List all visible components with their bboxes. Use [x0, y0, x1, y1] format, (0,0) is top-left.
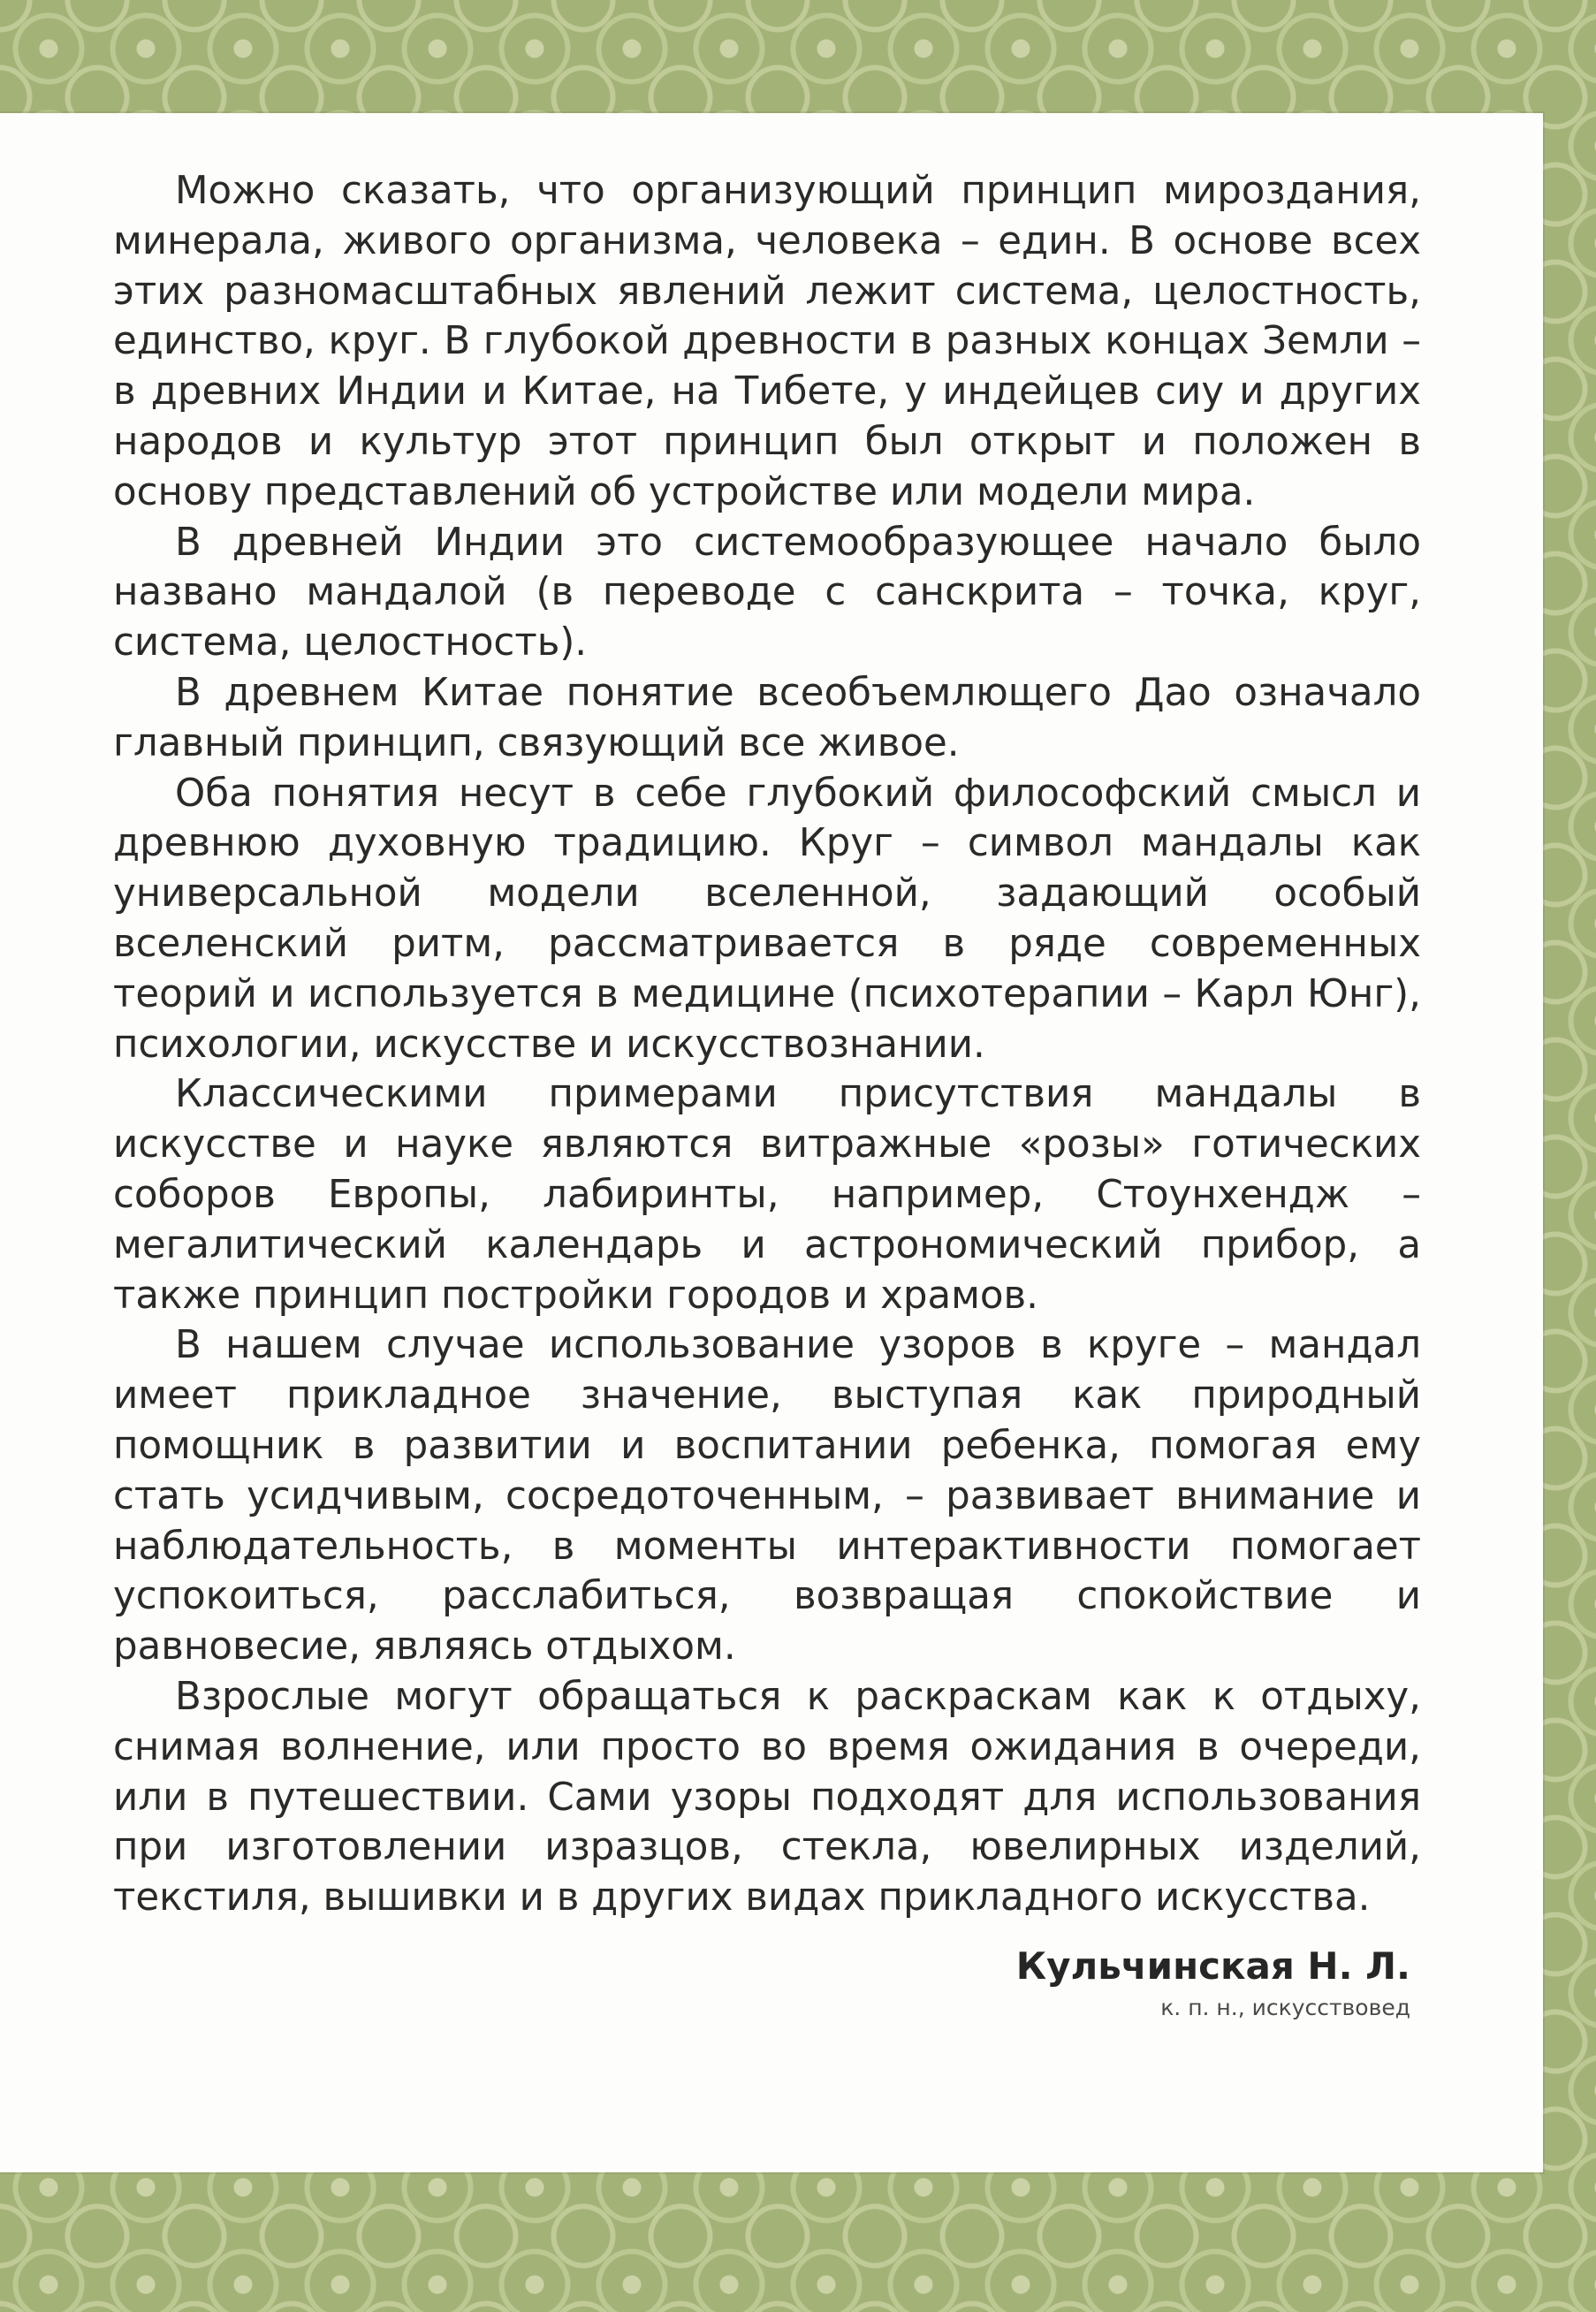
paragraph-5: Классическими примерами присутствия мандалы в искусстве и науке являются витражные «розы» готических соборов Европы, лабиринты, например, Стоунхендж – мегалитический календарь и астрономический прибор, а также принцип постройки городов и храмов.: [113, 1072, 1421, 1318]
paragraph-3: В древнем Китае понятие всеобъемлющего Дао означало главный принцип, связующий все живое.: [113, 670, 1421, 765]
signature-block: [1016, 1943, 1410, 2026]
paragraph-7: Взрослые могут обращаться к раскраскам как к отдыху, снимая волнение, или просто во время ожидания в очереди, или в путешествии. Сами узоры подходят для использования при изготовлении изразцов, стекла, ювелирных изделий, текстиля, вышивки и в других видах прикладного искусства.: [113, 1674, 1421, 1920]
author-name: Кульчинская Н. Л.: [1015, 1944, 1410, 1988]
paragraph-1: Можно сказать, что организующий принцип мироздания, минерала, живого организма, человека – един. В основе всех этих разномасштабных явлений лежит система, целостность, единство, круг. В глубокой древности в разных концах Земли – в древних Индии и Китае, на Тибете, у индейцев сиу и других народов и культур этот принцип был открыт и положен в основу представлений об устройстве или модели мира.: [113, 169, 1421, 514]
paragraph-2: В древней Индии это системообразующее начало было названо мандалой (в переводе с санскрита – точка, круг, система, целостность).: [113, 520, 1421, 665]
page-sheet: [0, 113, 1543, 2172]
article-body: [113, 166, 1421, 1923]
author-credentials: к. п. н., искусствовед: [1160, 1995, 1410, 2020]
paragraph-6: В нашем случае использование узоров в круге – мандал имеет прикладное значение, выступая как природный помощник в развитии и воспитании ребенка, помогая ему стать усидчивым, сосредоточенным, – развивает внимание и наблюдательность, в моменты интерактивности помогает успокоиться, расслабиться, возвращая спокойствие и равновесие, являясь отдыхом.: [113, 1323, 1421, 1669]
paragraph-4: Оба понятия несут в себе глубокий философский смысл и древнюю духовную традицию. Круг – символ мандалы как универсальной модели вселенной, задающий особый вселенский ритм, рассматривается в ряде современных теорий и используется в медицине (психотерапии – Карл Юнг), психологии, искусстве и искусствознании.: [113, 771, 1421, 1067]
